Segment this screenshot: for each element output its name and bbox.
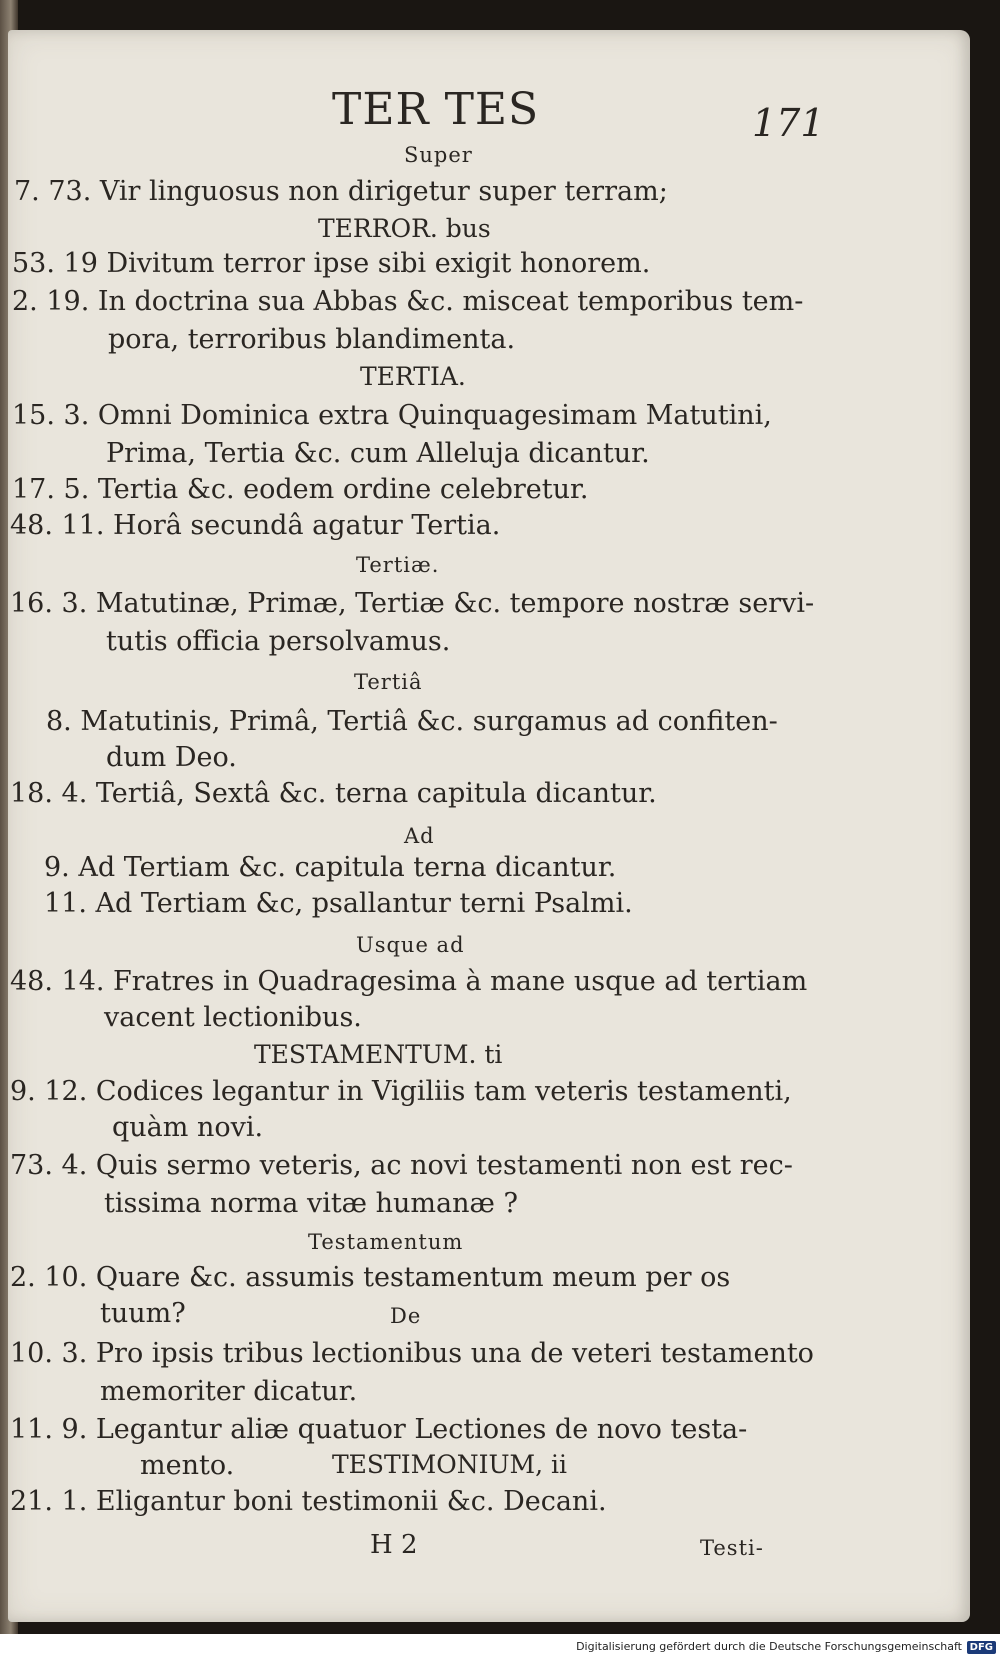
index-entry: 2. 19. In doctrina sua Abbas &c. misceat temporibus tem- [12, 286, 804, 317]
index-entry-continuation: vacent lectionibus. [104, 1002, 362, 1033]
index-entry: 11. Ad Tertiam &c, psallantur terni Psalmi. [44, 888, 633, 919]
index-entry: 73. 4. Quis sermo veteris, ac novi testamenti non est rec- [10, 1150, 793, 1181]
index-entry: 48. 14. Fratres in Quadragesima à mane usque ad tertiam [10, 966, 808, 997]
index-entry: 8. Matutinis, Primâ, Tertiâ &c. surgamus ad confiten- [46, 706, 778, 737]
index-heading: TESTIMONIUM, ii [332, 1450, 567, 1479]
index-entry-continuation: quàm novi. [112, 1112, 264, 1143]
index-entry-continuation: Prima, Tertia &c. cum Alleluja dicantur. [106, 438, 650, 469]
index-heading: TESTAMENTUM. ti [254, 1040, 503, 1069]
index-entry: 18. 4. Tertiâ, Sextâ &c. terna capitula dicantur. [10, 778, 657, 809]
index-heading: TERROR. bus [318, 214, 491, 243]
subheading: Tertiæ. [356, 553, 440, 577]
index-entry: 9. Ad Tertiam &c. capitula terna dicantur. [44, 852, 617, 883]
digitization-footer [0, 1634, 1000, 1658]
subheading: Tertiâ [354, 670, 423, 694]
subheading: Usque ad [356, 933, 465, 957]
running-head: TER TES [332, 84, 540, 135]
page-number: 171 [752, 101, 825, 145]
index-entry: 48. 11. Horâ secundâ agatur Tertia. [10, 510, 501, 541]
subheading: Ad [404, 824, 435, 848]
signature-mark: H 2 [370, 1530, 418, 1560]
subheading: Testamentum [308, 1230, 464, 1254]
subheading: De [390, 1304, 422, 1328]
index-entry: 15. 3. Omni Dominica extra Quinquagesimam Matutini, [12, 400, 772, 431]
index-entry: 10. 3. Pro ipsis tribus lectionibus una de veteri testamento [10, 1338, 814, 1369]
index-entry-continuation: tuum? [100, 1298, 186, 1329]
index-entry-continuation: tutis officia persolvamus. [106, 626, 451, 657]
index-entry-continuation: dum Deo. [106, 742, 237, 773]
index-entry: 7. 73. Vir linguosus non dirigetur super terram; [14, 176, 668, 207]
index-entry: 53. 19 Divitum terror ipse sibi exigit honorem. [12, 248, 651, 279]
subheading: Super [404, 143, 473, 167]
index-entry: 16. 3. Matutinæ, Primæ, Tertiæ &c. tempore nostræ servi- [10, 588, 815, 619]
catchword: Testi- [700, 1536, 764, 1560]
index-entry-continuation: tissima norma vitæ humanæ ? [104, 1188, 518, 1219]
index-entry: 21. 1. Eligantur boni testimonii &c. Decani. [10, 1486, 607, 1517]
index-entry-continuation: pora, terroribus blandimenta. [108, 324, 516, 355]
index-entry: 11. 9. Legantur aliæ quatuor Lectiones de novo testa- [10, 1414, 748, 1445]
index-entry: 17. 5. Tertia &c. eodem ordine celebretur. [12, 474, 589, 505]
dfg-logo-icon: DFG [967, 1641, 996, 1654]
digitization-credit: Digitalisierung gefördert durch die Deutsche Forschungsgemeinschaft [576, 1640, 962, 1653]
index-entry-continuation: memoriter dicatur. [100, 1376, 358, 1407]
index-entry: 2. 10. Quare &c. assumis testamentum meum per os [10, 1262, 731, 1293]
index-entry-continuation: mento. [140, 1450, 235, 1481]
index-entry: 9. 12. Codices legantur in Vigiliis tam veteris testamenti, [10, 1076, 792, 1107]
index-heading: TERTIA. [360, 362, 466, 391]
